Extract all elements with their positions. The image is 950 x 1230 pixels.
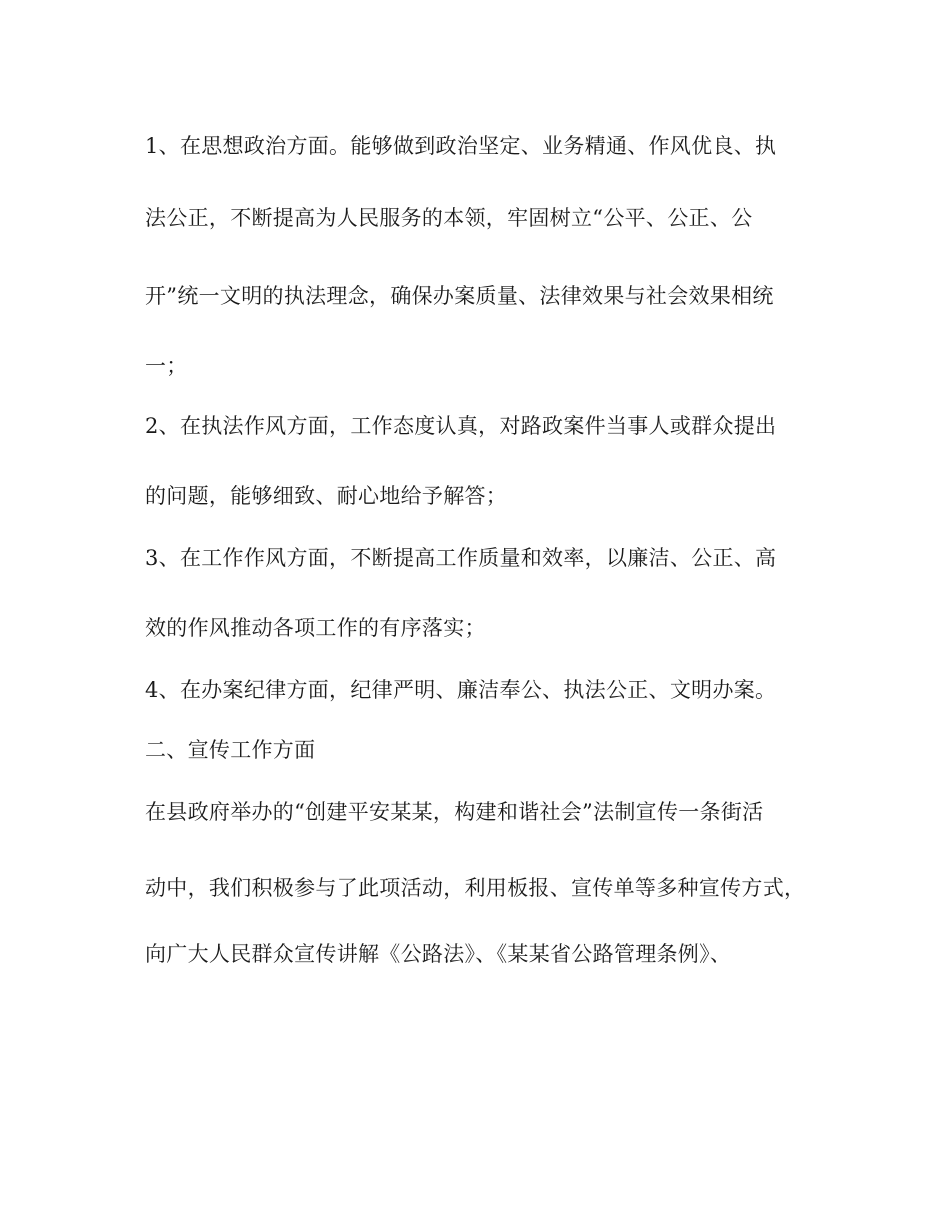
- text-line: 动中，我们积极参与了此项活动，利用板报、宣传单等多种宣传方式，: [145, 876, 806, 900]
- text-line: 2、在执法作风方面，工作态度认真，对路政案件当事人或群众提出: [145, 414, 777, 438]
- text-line: 1、在思想政治方面。能够做到政治坚定、业务精通、作风优良、执: [145, 134, 777, 158]
- text-line: 的问题，能够细致、耐心地给予解答；: [145, 484, 508, 508]
- text-line: 一；: [145, 354, 188, 378]
- text-line: 开”统一文明的执法理念，确保办案质量、法律效果与社会效果相统: [145, 284, 774, 308]
- text-line: 在县政府举办的“创建平安某某，构建和谐社会”法制宣传一条街活: [145, 800, 764, 824]
- text-line: 4、在办案纪律方面，纪律严明、廉洁奉公、执法公正、文明办案。: [145, 678, 777, 702]
- text-line: 3、在工作作风方面，不断提高工作质量和效率，以廉洁、公正、高: [145, 546, 777, 570]
- section-heading: 二、宣传工作方面: [145, 738, 316, 762]
- text-line: 效的作风推动各项工作的有序落实；: [145, 616, 486, 640]
- text-line: 法公正，不断提高为人民服务的本领，牢固树立“公平、公正、公: [145, 206, 753, 230]
- text-line: 向广大人民群众宣传讲解《公路法》、《某某省公路管理条例》、: [145, 942, 732, 966]
